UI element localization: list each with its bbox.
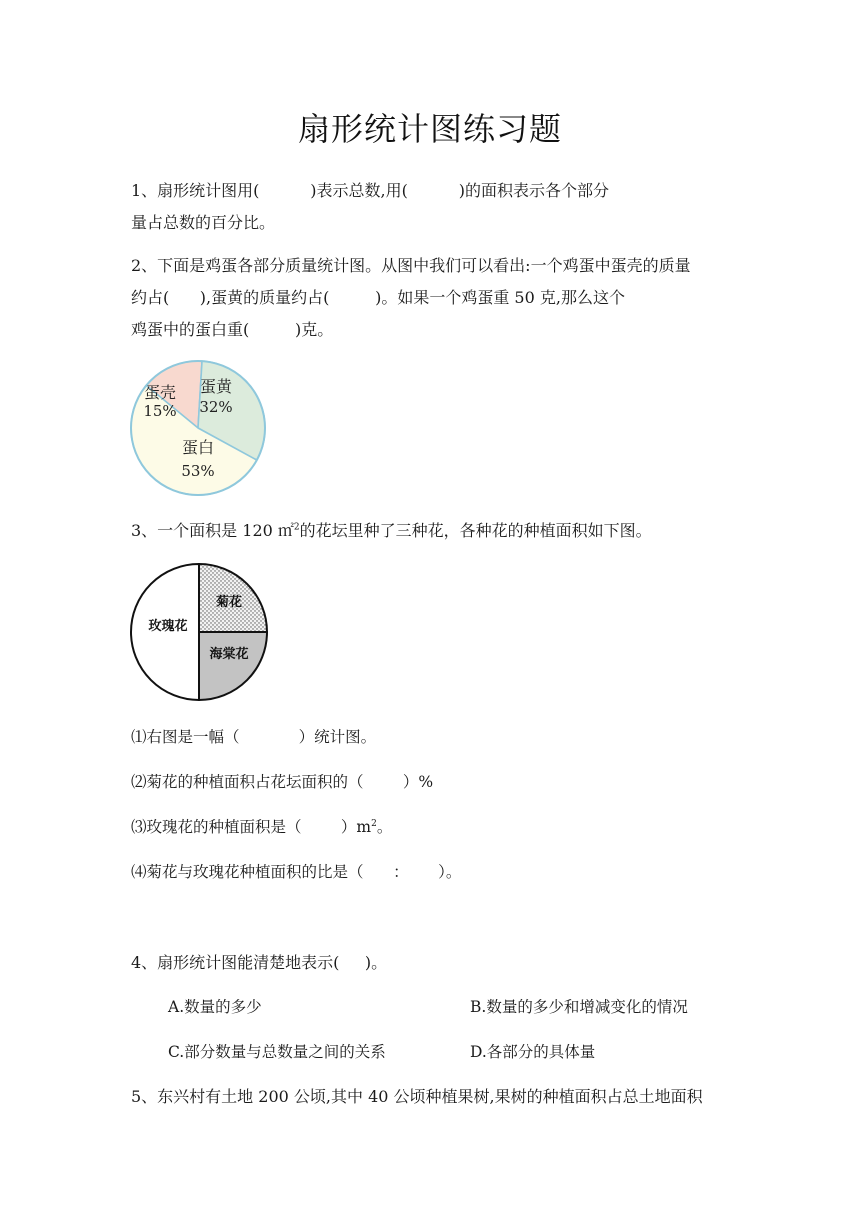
question-3-sub-4: ⑷菊花与玫瑰花种植面积的比是（ ： ）。: [131, 863, 462, 881]
question-3-sub-3-post: 。: [376, 818, 393, 836]
question-3-intro-pre: 3、一个面积是 120 ㎡: [131, 521, 294, 540]
flower-area-pie-chart: [128, 560, 273, 705]
flower-slice-name-1: 海棠花: [209, 647, 249, 662]
question-1-line-2: 量占总数的百分比。: [131, 213, 276, 232]
question-4-option-d[interactable]: D.各部分的具体量: [470, 1043, 596, 1061]
flower-slice-name-2: 玫瑰花: [148, 619, 188, 634]
question-2: [131, 250, 731, 346]
egg-slice-name-2: 蛋白: [181, 438, 215, 457]
question-5-line-1: 5、东兴村有土地 200 公顷,其中 40 公顷种植果树,果树的种植面积占总土地面积: [131, 1087, 703, 1106]
flower-slice-1: [199, 632, 267, 700]
question-1-line-1: 1、扇形统计图用( )表示总数,用( )的面积表示各个部分: [131, 181, 609, 200]
question-4-option-c[interactable]: C.部分数量与总数量之间的关系: [168, 1043, 386, 1061]
egg-composition-pie-chart: [128, 358, 270, 500]
egg-slice-label-1: 32%: [199, 398, 233, 416]
question-4-stem: 4、扇形统计图能清楚地表示( )。: [131, 953, 388, 972]
egg-slice-name-1: 蛋黄: [199, 377, 233, 396]
egg-slice-label-2: 53%: [181, 462, 215, 480]
question-3-sub-2: ⑵菊花的种植面积占花坛面积的（ ）%: [131, 773, 434, 791]
question-3-sub-1: ⑴右图是一幅（ ）统计图。: [131, 728, 377, 746]
question-2-line-2: 约占( ),蛋黄的质量约占( )。如果一个鸡蛋重 50 克,那么这个: [131, 288, 625, 307]
egg-slice-name-0: 蛋壳: [143, 383, 177, 402]
flower-slice-name-0: 菊花: [215, 595, 243, 610]
egg-slice-label-0: 15%: [143, 402, 177, 420]
question-4-option-a[interactable]: A.数量的多少: [168, 998, 262, 1016]
question-3-intro: [131, 515, 731, 547]
square-meter-superscript: 2: [293, 522, 300, 533]
question-4-option-b[interactable]: B.数量的多少和增减变化的情况: [470, 998, 688, 1016]
question-3-sub-3-sup: 2: [371, 818, 377, 829]
question-1: [131, 175, 731, 239]
question-3-sub-3: [131, 815, 392, 837]
page-title: 扇形统计图练习题: [297, 110, 562, 148]
question-2-line-3: 鸡蛋中的蛋白重( )克。: [131, 320, 334, 339]
question-3-sub-3-pre: ⑶玫瑰花的种植面积是（ ）m: [131, 818, 372, 836]
question-2-line-1: 2、下面是鸡蛋各部分质量统计图。从图中我们可以看出:一个鸡蛋中蛋壳的质量: [131, 256, 691, 275]
question-3-intro-post: 的花坛里种了三种花，各种花的种植面积如下图。: [299, 521, 652, 540]
